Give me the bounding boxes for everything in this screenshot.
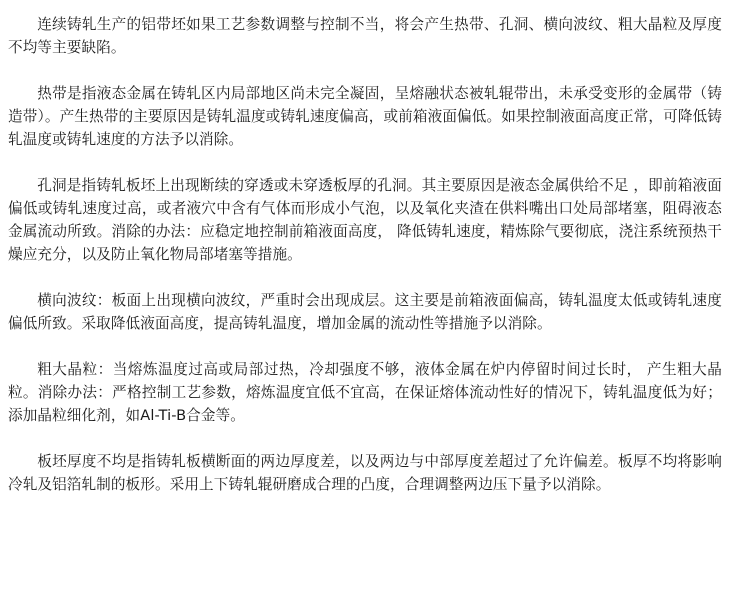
paragraph-thickness-variation: 板坯厚度不均是指铸轧板横断面的两边厚度差，以及两边与中部厚度差超过了允许偏差。板厚不均将影响冷轧及铝箔轧制的板形。采用上下铸轧辊研磨成合理的凸度，合理调整两边压下量予以消除。 xyxy=(8,453,722,493)
paragraph-transverse-ripples: 横向波纹：板面上出现横向波纹，严重时会出现成层。这主要是前箱液面偏高，铸轧温度太低或铸轧速度偏低所致。采取降低液面高度，提高铸轧温度，增加金属的流动性等措施予以消除。 xyxy=(8,292,722,332)
paragraph-holes: 孔洞是指铸轧板坯上出现断续的穿透或未穿透板厚的孔洞。其主要原因是液态金属供给不足 ，即前箱液面偏低或铸轧速度过高，或者液穴中含有气体而形成小气泡，以及氧化夹渣在供料嘴出口处局部堵塞，阻碍液态金属流动所致。消除的办法：应稳定地控制前箱液面高度， 降低铸轧速度，精炼除气要彻底，浇注系统预热干燥应充分，以及防止氧化物局部堵塞等措施。 xyxy=(8,177,722,263)
article-body xyxy=(8,13,722,496)
paragraph-hot-strip: 热带是指液态金属在铸轧区内局部地区尚未完全凝固，呈熔融状态被轧辊带出，未承受变形的金属带（铸造带）。产生热带的主要原因是铸轧温度或铸轧速度偏高，或前箱液面偏低。如果控制液面高度正常，可降低铸轧温度或铸轧速度的方法予以消除。 xyxy=(8,85,722,148)
paragraph-coarse-grain: 粗大晶粒：当熔炼温度过高或局部过热，冷却强度不够，液体金属在炉内停留时间过长时， 产生粗大晶粒。消除办法：严格控制工艺参数，熔炼温度宜低不宜高，在保证熔体流动性好的情况下，铸轧温度低为好；添加晶粒细化剂，如Al-Ti-B合金等。 xyxy=(8,361,722,424)
paragraph-intro: 连续铸轧生产的铝带坯如果工艺参数调整与控制不当，将会产生热带、孔洞、横向波纹、粗大晶粒及厚度不均等主要缺陷。 xyxy=(8,16,722,56)
